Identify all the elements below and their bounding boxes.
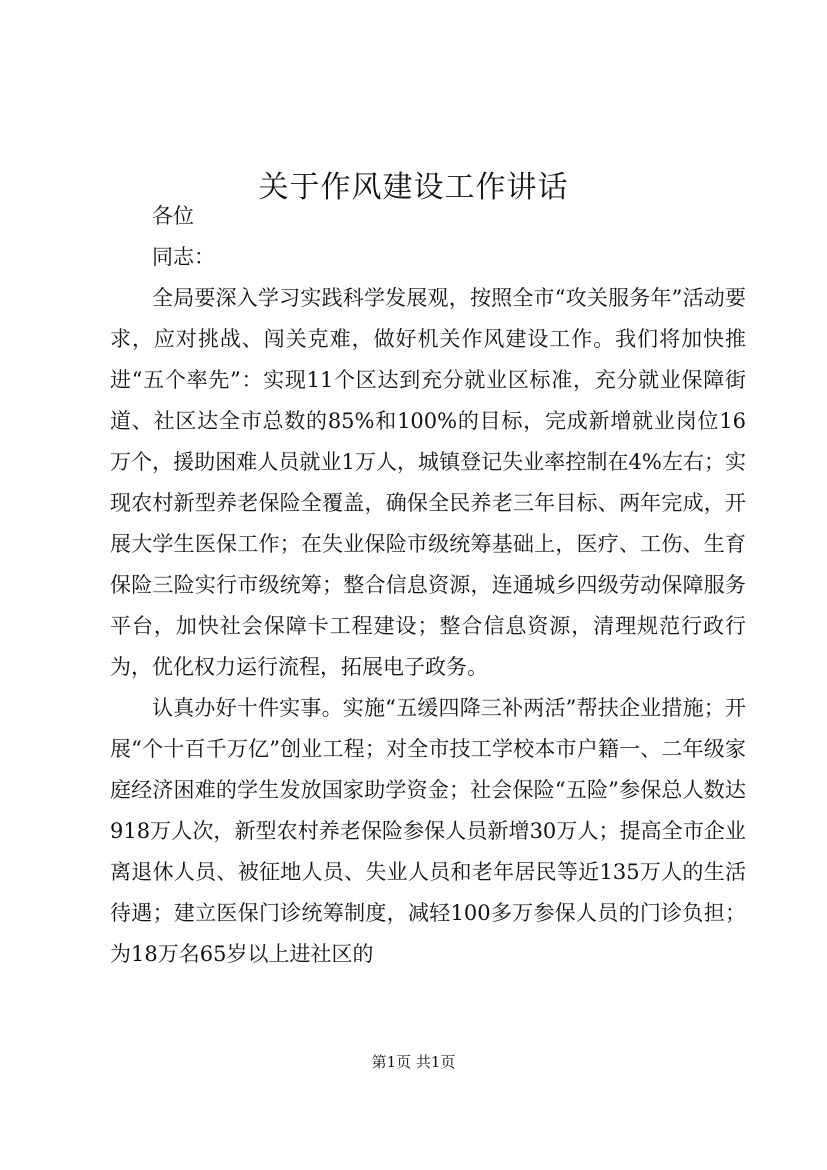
- document-body: [110, 196, 746, 975]
- body-paragraph-1: 全局要深入学习实践科学发展观，按照全市“攻关服务年”活动要求，应对挑战、闯关克难，做好机关作风建设工作。我们将加快推进“五个率先”：实现11个区达到充分就业区标准，充分就业保障街道、社区达全市总数的85%和100%的目标，完成新增就业岗位16万个，援助困难人员就业1万人，城镇登记失业率控制在4%左右；实现农村新型养老保险全覆盖，确保全民养老三年目标、两年完成，开展大学生医保工作；在失业保险市级统筹基础上，医疗、工伤、生育保险三险实行市级统筹；整合信息资源，连通城乡四级劳动保障服务平台，加快社会保障卡工程建设；整合信息资源，清理规范行政行为，优化权力运行流程，拓展电子政务。: [110, 286, 746, 679]
- body-paragraph-2: 认真办好十件实事。实施“五缓四降三补两活”帮扶企业措施；开展“个十百千万亿”创业工程；对全市技工学校本市户籍一、二年级家庭经济困难的学生发放国家助学资金；社会保险“五险”参保总人数达918万人次，新型农村养老保险参保人员新增30万人；提高全市企业离退休人员、被征地人员、失业人员和老年居民等近135万人的生活待遇；建立医保门诊统筹制度，减轻100多万参保人员的门诊负担；为18万名65岁以上进社区的: [110, 696, 746, 966]
- salutation-line-1: 各位: [152, 204, 194, 228]
- page-footer: 第1页 共1页: [371, 1053, 456, 1071]
- salutation-line-2: 同志：: [152, 245, 215, 269]
- document-title: 关于作风建设工作讲话: [258, 170, 569, 206]
